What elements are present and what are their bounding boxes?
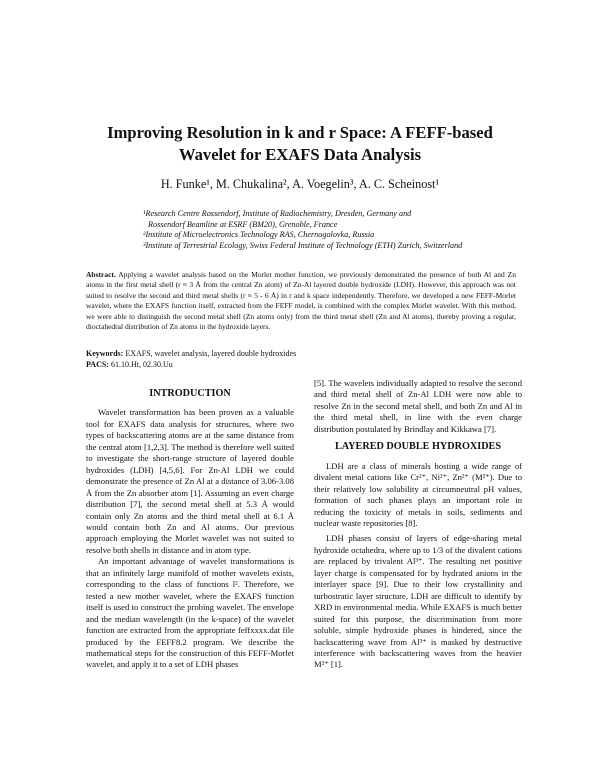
keywords-label: Keywords: — [86, 349, 124, 358]
ldh-paragraph-1: LDH are a class of minerals hosting a wide range of divalent metal cations like Cr²⁺, Ni²⁺, Zn²⁺ (M²⁺). Due to their relatively low solubility at circumneutral pH values, formation of such phases plays an important role in reducing the toxicity of metals in soils, sediments and nuclear waste repositories [8]. — [314, 460, 522, 528]
keywords — [86, 349, 296, 360]
affiliation-3: ³Institute of Terrestrial Ecology, Swiss Federal Institute of Technology (ETH) Zurich, Switzerland — [143, 240, 463, 250]
affiliation-2: ²Institute of Microelectronics Technology RAS, Chernogolovka, Russia — [143, 230, 375, 240]
keywords-text: EXAFS, wavelet analysis, layered double hydroxides — [125, 349, 297, 358]
introduction-heading: INTRODUCTION — [149, 388, 231, 399]
pacs-label: PACS: — [86, 359, 109, 369]
abstract-text: Applying a wavelet analysis based on the Morlet mother function, we previously demonstrated the presence of both Al and Zn atoms in the first metal shell (r ≈ 3 Å from the central Zn atom) of Zn-Al layered double hydroxide (LDH). However, this approach was not suited to resolve the second and third metal shells (r ≈ 5 - 6 Å) in r and k space independently. Therefore, we developed a new FEFF-Morlet wavelet, where the EXAFS function itself, extracted from the FEFF model, is combined with the complex Morlet wavelet. With this method, we were able to distinguish the second metal shell (Zn atoms only) from the third metal shell (Zn and Al atoms), thereby proving a regular, dioctahedral distribution of Zn atoms in the hydroxide layers. — [86, 270, 516, 332]
abstract-label: Abstract. — [86, 270, 116, 279]
intro-paragraph-2: An important advantage of wavelet transformations is that an infinitely large manifold of mother wavelets exists, corresponding to the class of functions l². Therefore, we tested a new mother wavelet, where the EXAFS function itself is used to construct the probing wavelet. The envelope and the median wavelength (in the k-space) of the wavelet function are extracted from the appropriate feffxxxx.dat file produced by the FEFF8.2 program. We describe the mathematical steps for the construction of this FEFF-Morlet wavelet, and apply it to a set of LDH phases — [86, 556, 294, 670]
affiliations — [143, 209, 543, 251]
title-line-2: Wavelet for EXAFS Data Analysis — [178, 145, 422, 164]
abstract — [86, 270, 516, 332]
pacs — [86, 360, 296, 371]
pacs-text: 61.10.Ht, 02.30.Uu — [110, 359, 173, 369]
keywords-block — [86, 349, 296, 370]
intro-paragraph-1: Wavelet transformation has been proven as a valuable tool for EXAFS data analysis for structures, where two types of backscattering atoms are at the same distance from the central atom [1,2,3]. The method is therefore well suited to investigate the short-range structure of layered double hydroxides (LDH) [4,5,6]. For Zn-Al LDH we could demonstrate the presence of Zn Al at a distance of 3.06-3.08 Å from the Zn absorber atom [1]. Assuming an even charge distribution [7], the second metal shell at 5.3 Å would contain only Zn atoms and the third metal shell at 6.1 Å would contain both Zn and Al atoms. Our previous approach employing the Morlet wavelet was not suited to resolve both shells in distance and in atom type. — [86, 407, 294, 555]
ldh-paragraph-2: LDH phases consist of layers of edge-sharing metal hydroxide octahedra, where up to 1/3 of the divalent cations are replaced by trivalent Al³⁺. The resulting net positive layer charge is compensated for by hydrated anions in the interlayer space [9]. Due to their low crystallinity and turbostratic layer structure, LDH are difficult to identify by XRD in environmental media. While EXAFS is much better suited for this purpose, the discrimination from more soluble, simple hydroxide phases is hindered, since the backscattering wave from Al³⁺ is masked by destructive interference with backscattering waves from the heavier M²⁺ [1]. — [314, 533, 522, 670]
affiliation-1-cont: Rossendorf Beamline at ESRF (BM20), Grenoble, France — [148, 219, 338, 229]
author-list: H. Funke¹, M. Chukalina², A. Voegelin³, A. C. Scheinost¹ — [160, 177, 440, 191]
ldh-heading: LAYERED DOUBLE HYDROXIDES — [334, 441, 502, 453]
intro-continuation: [5]. The wavelets individually adapted to resolve the second and third metal shell of Zn-Al LDH were now able to resolve Zn in the second metal shell, and both Zn and Al in the third metal shell, in line with the even charge distribution postulated by Brindlay and Kikkawa [7]. — [314, 378, 522, 434]
left-column — [86, 382, 294, 671]
title-line-1: Improving Resolution in k and r Space: A FEFF-based — [107, 123, 493, 142]
paper-title — [60, 122, 540, 166]
affiliation-1: ¹Research Centre Rossendorf, Institute of Radiochemistry, Dresden, Germany and — [143, 209, 412, 218]
right-column — [314, 378, 522, 671]
